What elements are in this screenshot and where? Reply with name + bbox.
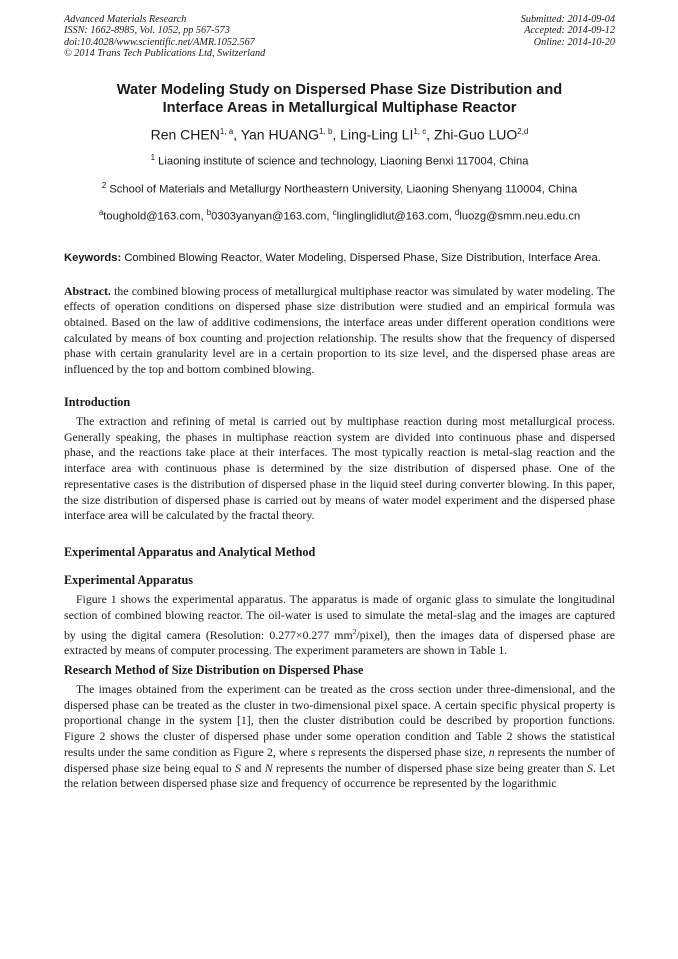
author-marker: 1, b xyxy=(319,127,333,137)
research-text: The images obtained from the experiment can be treated as the cross section under three-dimensional, and the dispersed phase can be treated as the cluster in two-dimensional pixel space. A certain specific physical property is proportional change in the system [1], then the cluster distribution could be described by proportion functions. Figure 2 shows the cluster of dispersed phase under some operation condition and Table 2 shows the statistical results under the same condition as Figure 2, where xyxy=(64,681,615,759)
variable-n: n xyxy=(488,744,495,759)
journal-info xyxy=(64,14,265,59)
variable-S: S xyxy=(235,760,241,775)
abstract-text: the combined blowing process of metallurgical multiphase reactor was simulated by water modeling. The effects of operation conditions on dispersed phase size distribution were studied and an empirical formula was obtained. Based on the law of additive codimensions, the interface areas under different operation conditions were calculated by means of box counting and projection relationship. The results show that the frequency of dispersed phase with certain granularity level are in a certain proportion to its size level, and the dispersed phase areas are influenced by the top and bottom combined blowing. xyxy=(64,283,615,377)
apparatus-paragraph xyxy=(64,592,615,659)
author-marker: 1, a xyxy=(219,127,234,137)
paper-title xyxy=(64,81,615,117)
email-marker: a xyxy=(98,208,104,218)
abstract xyxy=(64,284,615,378)
author-marker: 1, c xyxy=(413,127,427,137)
issn: ISSN: 1662-8985, Vol. 1052, pp 567-573 xyxy=(64,25,230,37)
author-name: Yan HUANG xyxy=(240,126,320,143)
email-marker: d xyxy=(454,208,460,218)
email-marker: b xyxy=(206,208,212,218)
online-date: Online: 2014-10-20 xyxy=(533,36,615,48)
research-text: and xyxy=(240,760,265,775)
keywords xyxy=(64,251,615,267)
author-marker: 2,d xyxy=(517,127,529,137)
author-list: Ren CHEN$^{1, a}$, Yan HUANG$^{1, b}$, Ling-Ling LI$^{1, c}$, Zhi-Guo LUO$^{2,d}$ xyxy=(150,126,529,143)
research-text: represents the number of dispersed phase size being greater than xyxy=(272,760,588,775)
copyright: © 2014 Trans Tech Publications Ltd, Switzerland xyxy=(64,47,266,59)
introduction-paragraph: The extraction and refining of metal is carried out by multiphase reaction during most metallurgical process. Generally speaking, the phases in multiphase reaction system are divided into continuous phase and dispersed phase, and the reactions take place at their interfaces. The most typically reaction is metal-slag reaction and the interface area with continuous phase is determined by the size distribution of dispersed phase. One of the representative cases is the distribution of dispersed phase in the liquid steel during converter blowing. In this paper, the size distribution of dispersed phase is carried out by means of water model experiment and the dispersed phase interface area will be calculated by the fractal theory. xyxy=(64,413,615,523)
keywords-label: Keywords: xyxy=(64,252,122,265)
email-address: linglinglidlut@163.com xyxy=(336,211,449,224)
variable-N: N xyxy=(264,760,273,775)
subsection-heading-research-method: Research Method of Size Distribution on Dispersed Phase xyxy=(64,662,364,677)
abstract-label: Abstract. xyxy=(64,283,111,298)
doi: doi:10.4028/www.scientific.net/AMR.1052.567 xyxy=(64,36,255,48)
unit-superscript: 2 xyxy=(352,626,357,636)
apparatus-text-b: /pixel), then the images data of dispersed phase are extracted by means of computer processing. The experiment parameters are shown in Table 1. xyxy=(64,627,615,658)
research-text: represents the dispersed phase size, xyxy=(315,744,489,759)
apparatus-text-a: Figure 1 shows the experimental apparatus. The apparatus is made of organic glass to simulate the longitudinal section of combined blowing reactor. The oil-water is used to simulate the metal-slag and the images are captured by using the digital camera (Resolution: 0.277×0.277 mm xyxy=(64,592,615,642)
publication-dates xyxy=(521,14,615,59)
affiliation-2 xyxy=(64,179,615,197)
author-name: Zhi-Guo LUO xyxy=(434,126,518,143)
accepted-date: Accepted: 2014-09-12 xyxy=(524,25,615,37)
title-line-1: Water Modeling Study on Dispersed Phase Size Distribution and xyxy=(116,82,563,99)
research-method-paragraph xyxy=(64,682,615,792)
email-list: $^a$toughold@163.com, $^b$0303yanyan@163.com, $^c$linglinglidlut@163.com, $^d$luozg@smm.neu.edu.cn xyxy=(98,208,581,224)
research-text: represents the number of dispersed phase size being equal to xyxy=(64,744,615,775)
affiliation-text: Liaoning institute of science and technology, Liaoning Benxi 117004, China xyxy=(158,155,529,168)
section-heading-experimental: Experimental Apparatus and Analytical Method xyxy=(64,545,316,560)
section-heading-introduction: Introduction xyxy=(64,394,131,409)
affiliation-1 xyxy=(64,151,615,169)
variable-S: S xyxy=(587,760,593,775)
email-address: 0303yanyan@163.com xyxy=(211,211,327,224)
author-name: Ling-Ling LI xyxy=(340,126,414,143)
journal-name: Advanced Materials Research xyxy=(64,14,187,25)
affiliation-text: School of Materials and Metallurgy Northeastern University, Liaoning Shenyang 110004, China xyxy=(109,183,578,196)
research-text: . Let the relation between dispersed phase size and frequency of occurrence be represented by the logarithmic xyxy=(64,760,615,791)
submitted-date: Submitted: 2014-09-04 xyxy=(520,14,615,25)
affiliation-marker: 2 xyxy=(101,180,107,190)
author-name: Ren CHEN xyxy=(150,126,220,143)
variable-s: s xyxy=(310,744,316,759)
subsection-heading-apparatus: Experimental Apparatus xyxy=(64,573,193,588)
journal-header xyxy=(64,14,615,59)
title-line-2: Interface Areas in Metallurgical Multiphase Reactor xyxy=(162,100,517,117)
paper-page xyxy=(64,14,615,792)
affiliation-marker: 1 xyxy=(150,152,156,162)
email-address: toughold@163.com xyxy=(103,211,201,224)
keywords-text: Combined Blowing Reactor, Water Modeling, Dispersed Phase, Size Distribution, Interface Area. xyxy=(124,252,601,265)
email-address: luozg@smm.neu.edu.cn xyxy=(459,211,581,224)
email-marker: c xyxy=(332,208,337,218)
